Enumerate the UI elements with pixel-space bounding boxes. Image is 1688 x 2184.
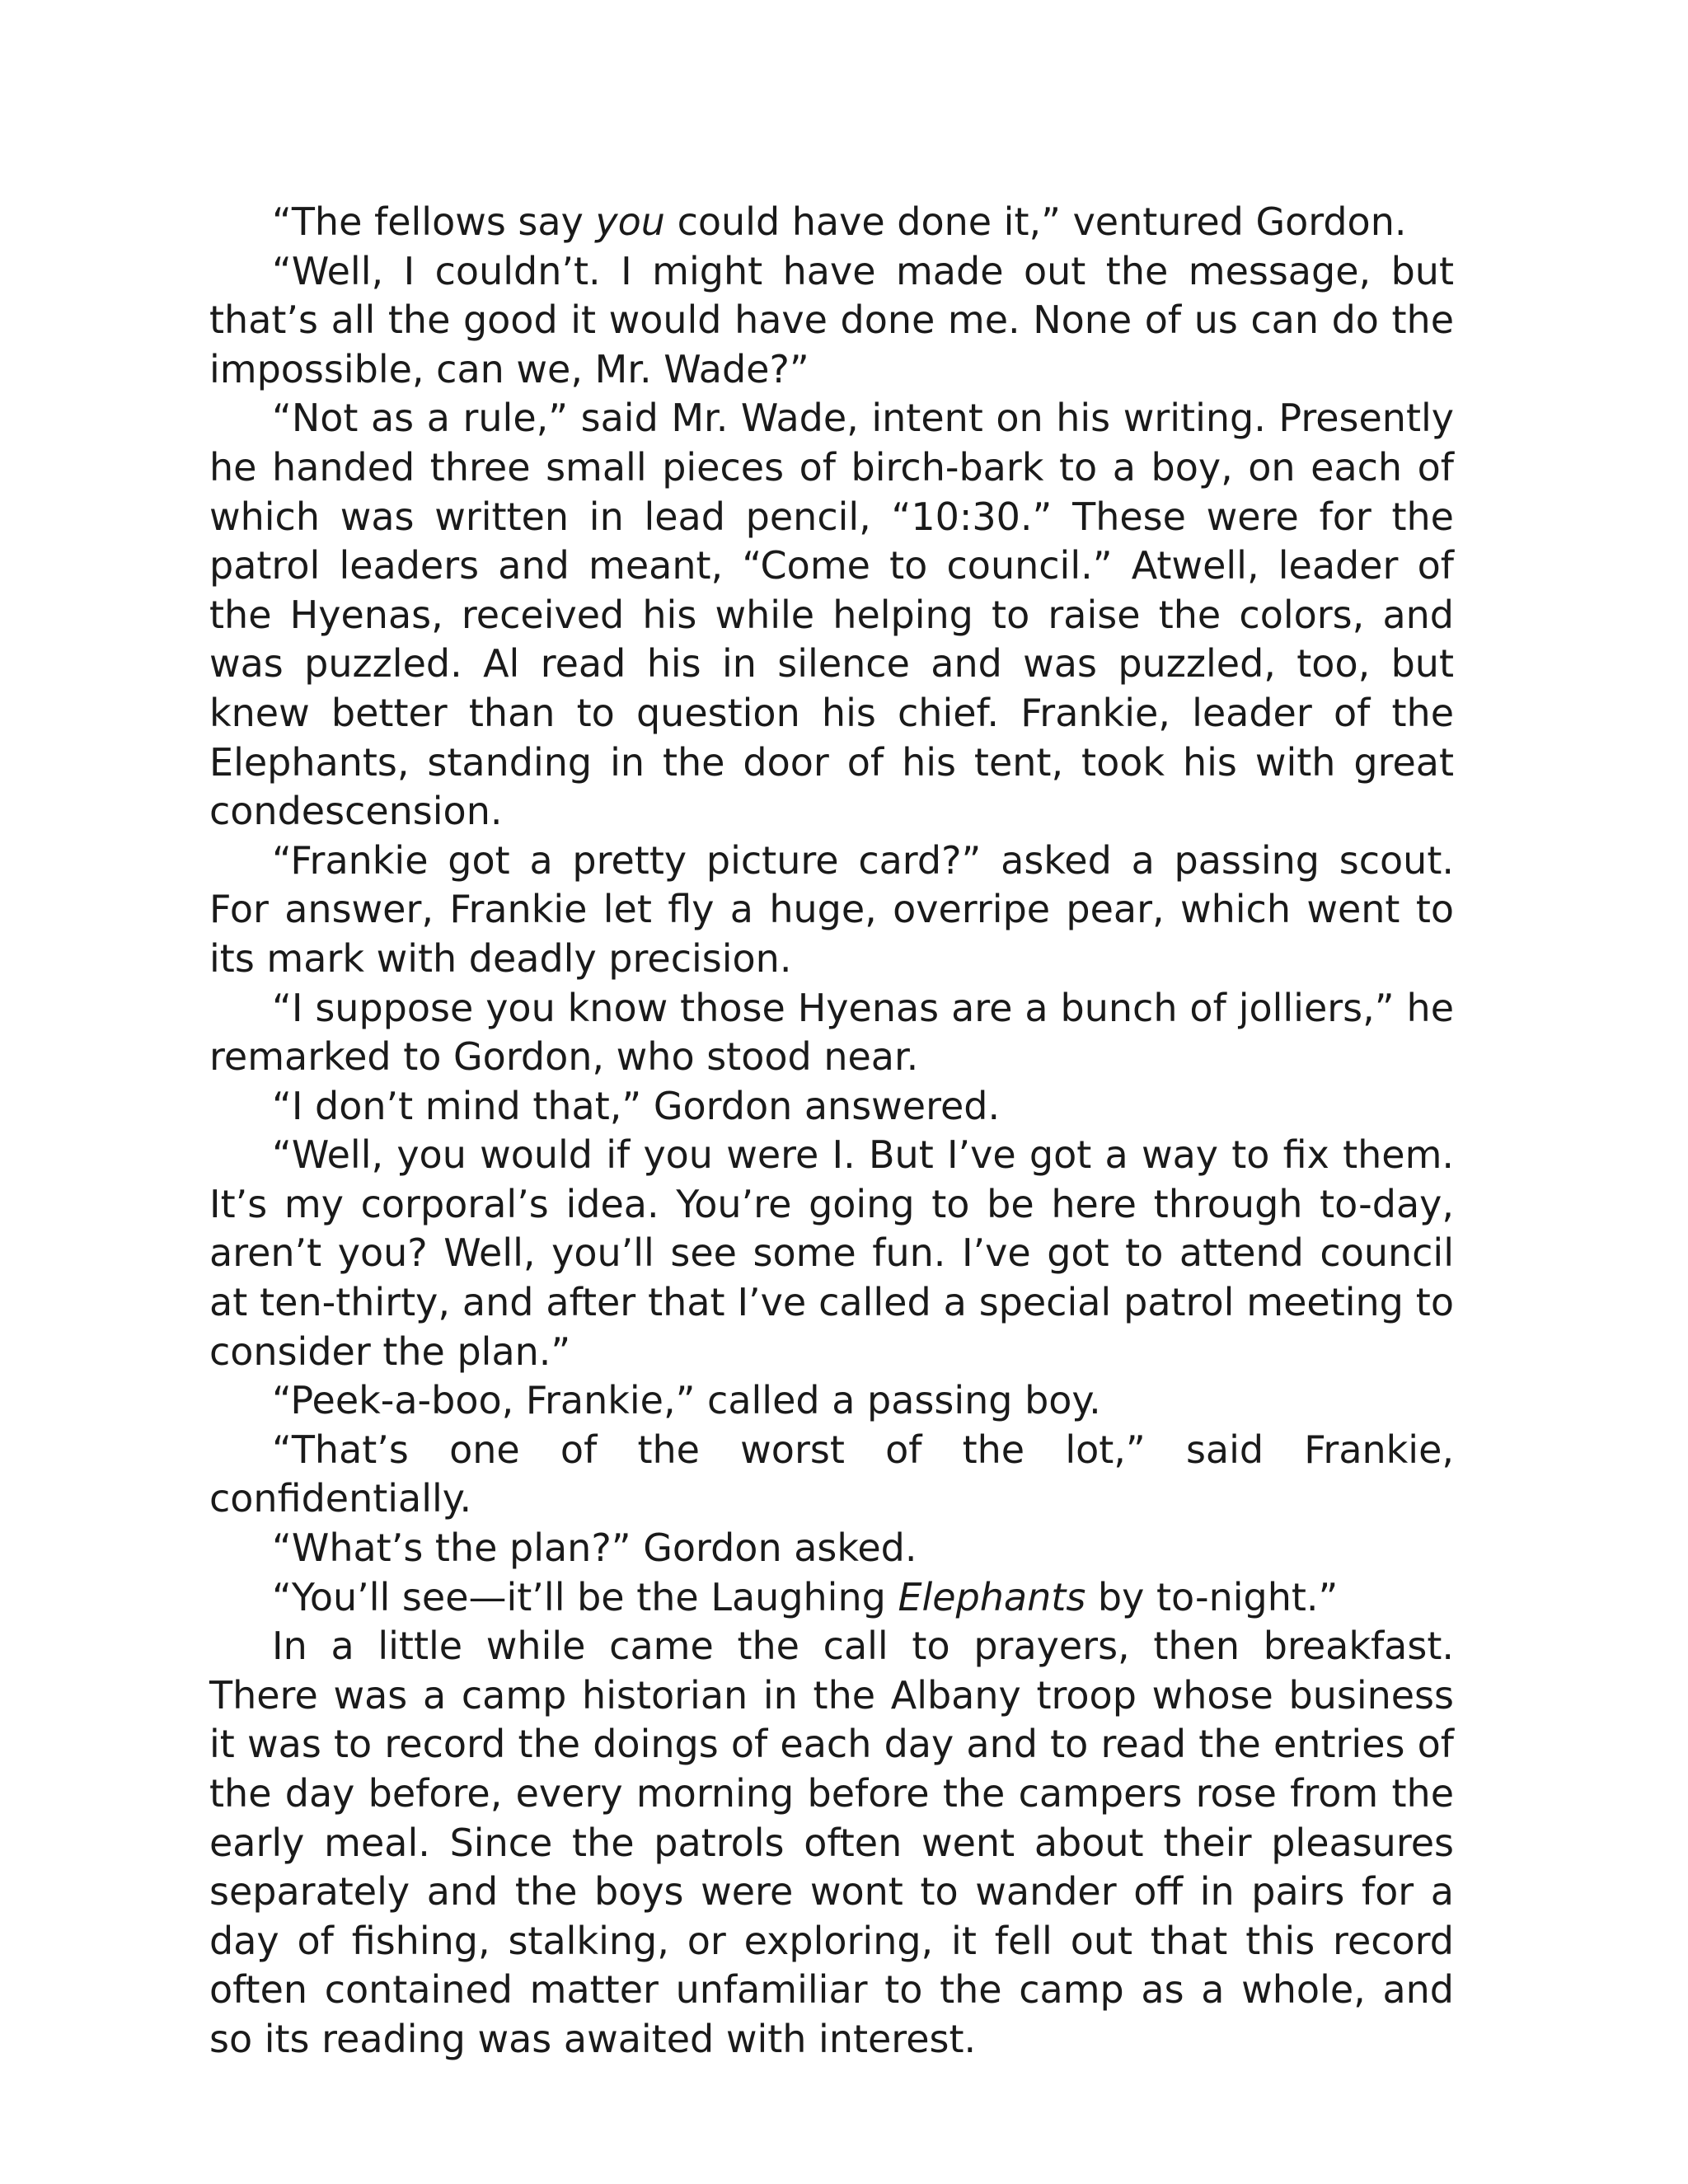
paragraph-7-text: “Well, you would if you were I. But I’ve got a way to fix them. It’s my corporal’s idea. You’re going to be here through to-day, aren’t you? Well, you’ll see some fun. I’ve got to attend council at ten-thirty, and after that I’ve called a special patrol meeting to consider the plan.” [209,1132,1454,1374]
paragraph-3-text: “Not as a rule,” said Mr. Wade, intent on his writing. Presently he handed three small pieces of birch-bark to a boy, on each of which was written in lead pencil, “10:30.” These were for the patrol leaders and meant, “Come to council.” Atwell, leader of the Hyenas, received his while helping to raise the colors, and was puzzled. Al read his in silence and was puzzled, too, but knew better than to question his chief. Frankie, leader of the Elephants, standing in the door of his tent, took his with great condescension. [209,396,1454,834]
paragraph-4-text: “Frankie got a pretty picture card?” asked a passing scout. For answer, Frankie let fly a huge, overripe pear, which went to its mark with deadly precision. [209,837,1454,981]
paragraph-1-text-1: “The fellows say [272,199,596,244]
paragraph-1-text-2: could have done it,” ventured Gordon. [664,199,1407,244]
page-body [209,198,1454,2064]
paragraph-4 [209,837,1454,984]
paragraph-12-text: In a little while came the call to prayers, then breakfast. There was a camp historian in the Albany troop whose business it was to record the doings of each day and to read the entries of the day before, every morning before the campers rose from the early meal. Since the patrols often went about their pleasures separately and the boys were wont to wander off in pairs for a day of fishing, stalking, or exploring, it fell out that this record often contained matter unfamiliar to the camp as a whole, and so its reading was awaited with interest. [209,1624,1454,2061]
paragraph-6 [209,1082,1454,1132]
paragraph-9 [209,1426,1454,1524]
paragraph-11-text-2: by to-night.” [1085,1574,1339,1619]
paragraph-1 [209,198,1454,247]
paragraph-11-italic-elephants: Elephants [898,1574,1086,1619]
paragraph-6-text: “I don’t mind that,” Gordon answered. [272,1083,1001,1128]
paragraph-8 [209,1376,1454,1426]
paragraph-8-text: “Peek-a-boo, Frankie,” called a passing boy. [272,1378,1101,1423]
paragraph-1-italic-you: you [595,199,665,244]
paragraph-10-text: “What’s the plan?” Gordon asked. [272,1526,917,1571]
paragraph-2-text: “Well, I couldn’t. I might have made out the message, but that’s all the good it would have done me. None of us can do the impossible, can we, Mr. Wade?” [209,248,1454,391]
paragraph-9-text: “That’s one of the worst of the lot,” said Frankie, confidentially. [209,1427,1454,1521]
paragraph-11 [209,1573,1454,1623]
paragraph-11-text-1: “You’ll see—it’ll be the Laughing [272,1574,898,1619]
paragraph-3 [209,394,1454,836]
paragraph-10 [209,1524,1454,1573]
paragraph-2 [209,247,1454,395]
paragraph-12 [209,1622,1454,2064]
paragraph-7 [209,1131,1454,1376]
paragraph-5 [209,984,1454,1082]
paragraph-5-text: “I suppose you know those Hyenas are a bunch of jolliers,” he remarked to Gordon, who stood near. [209,985,1454,1080]
